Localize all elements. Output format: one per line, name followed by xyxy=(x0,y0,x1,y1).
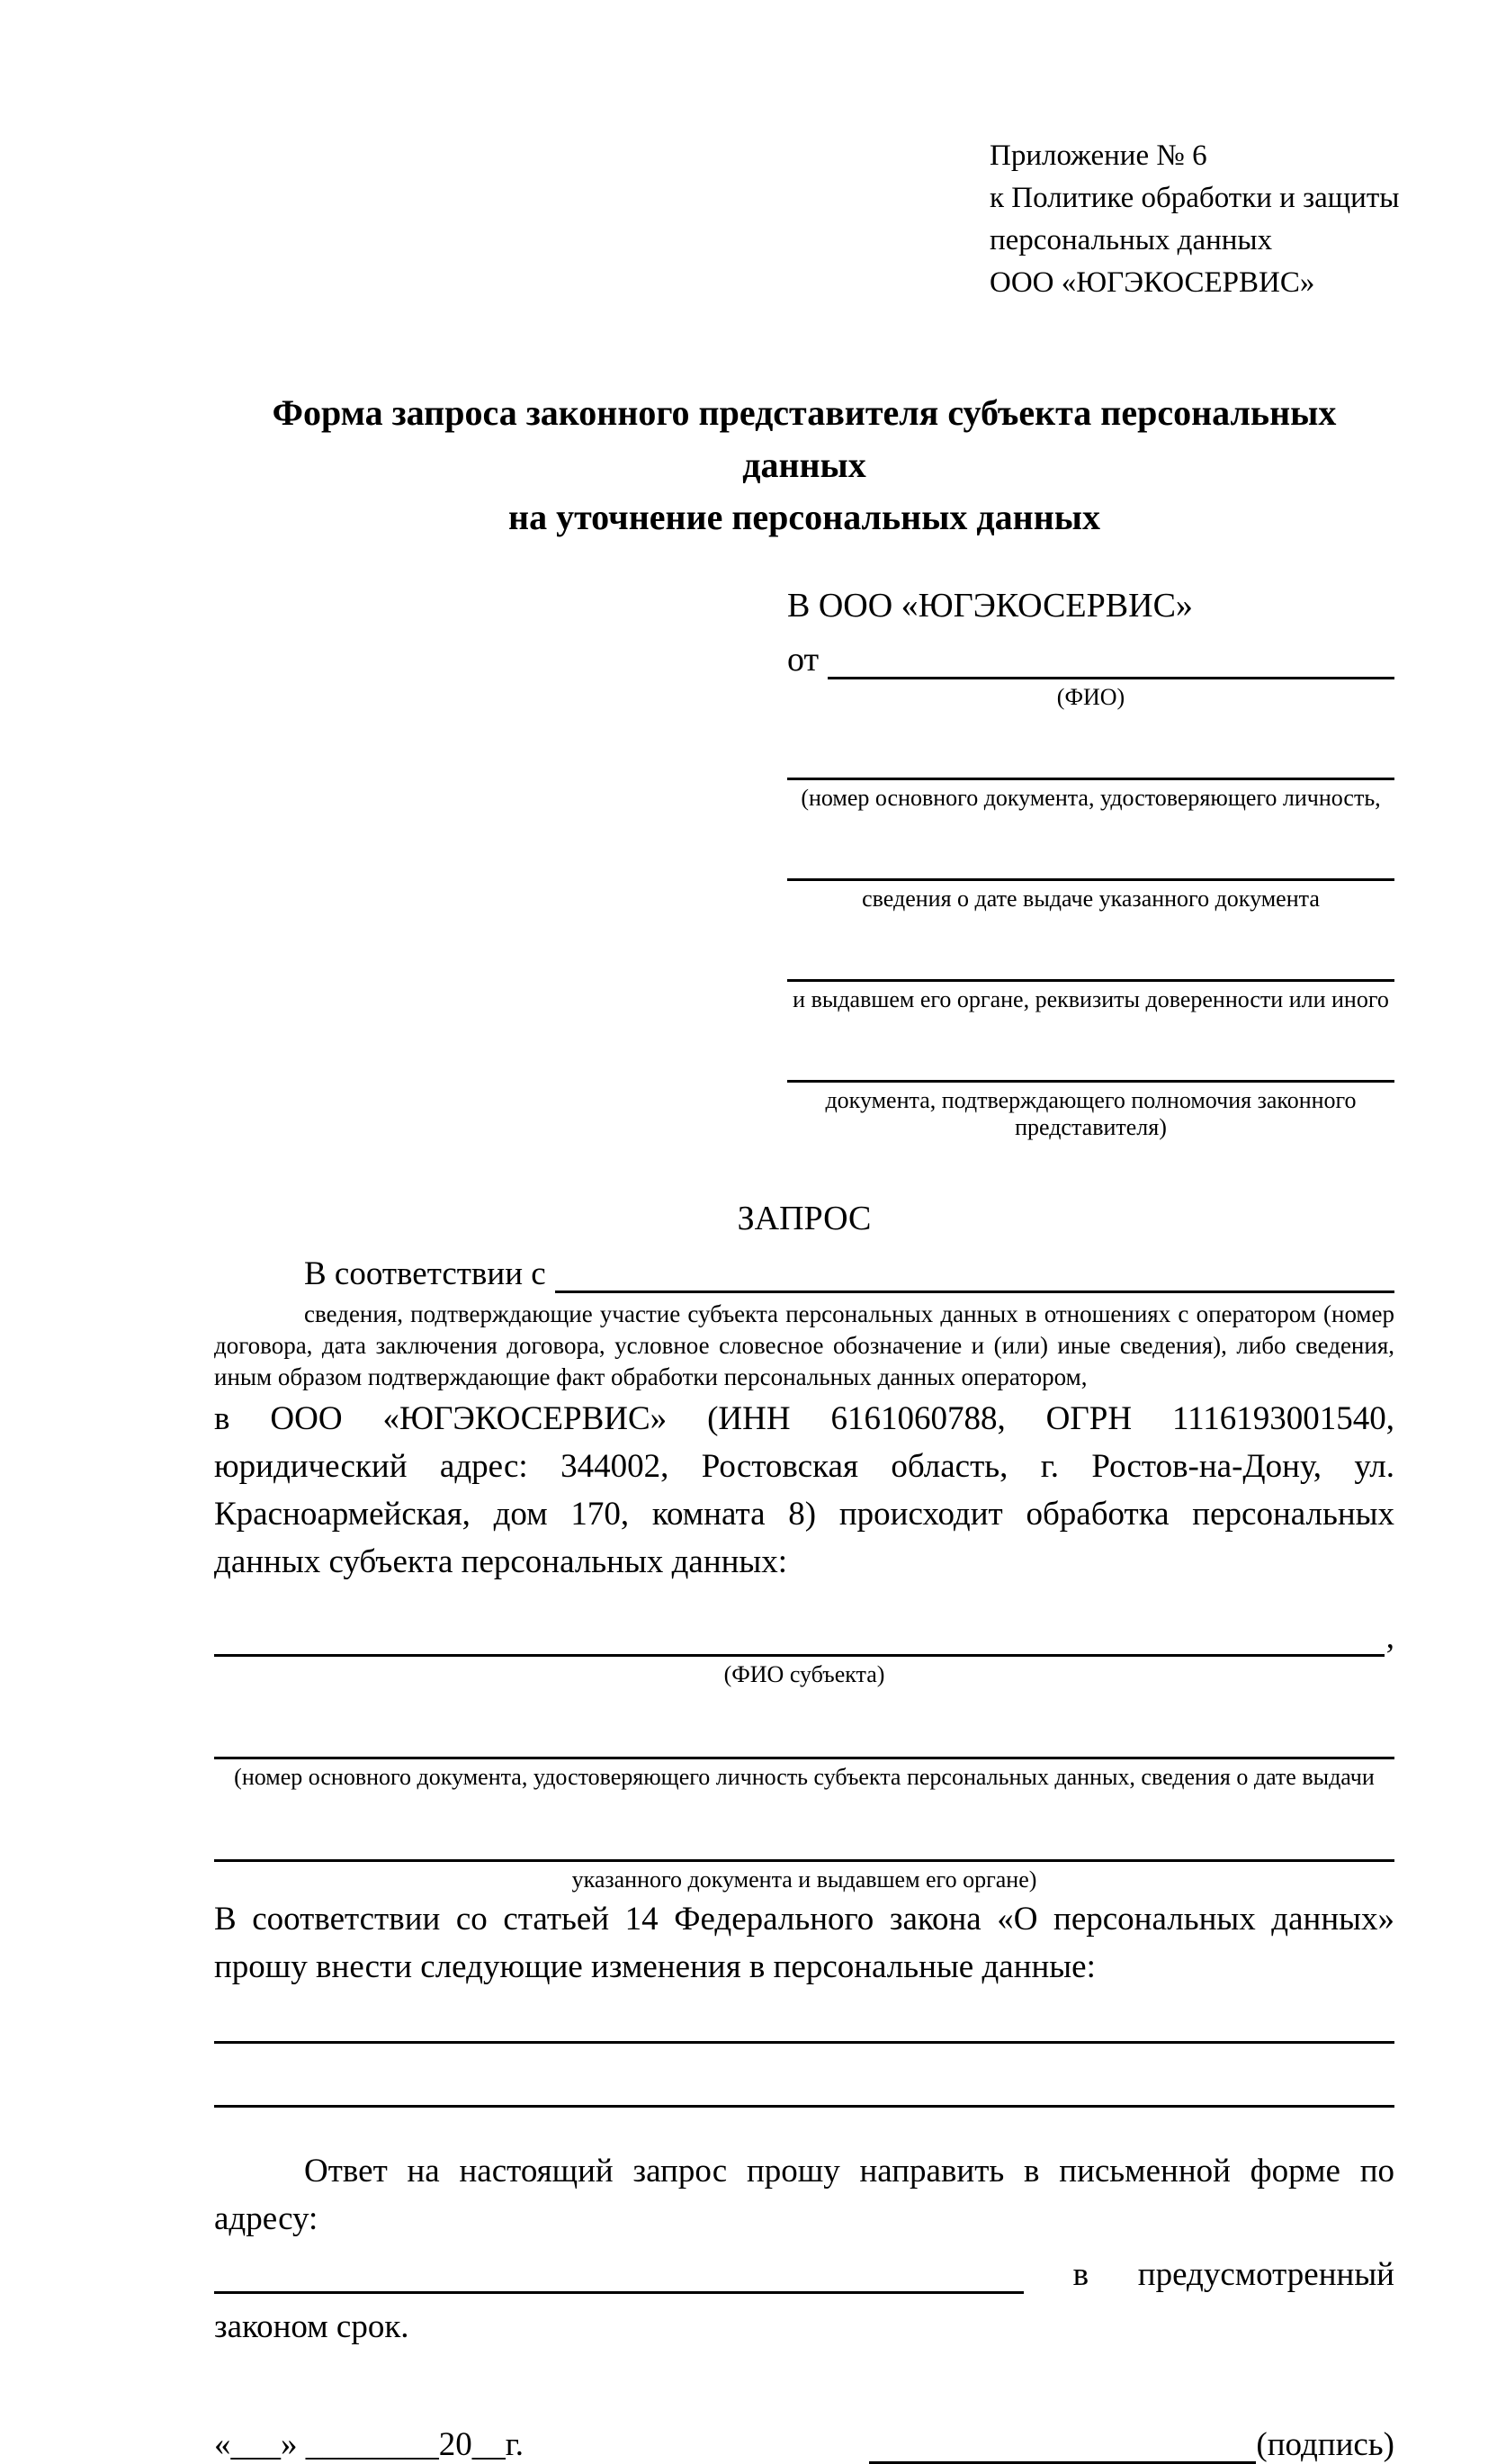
changes-blank-line xyxy=(214,2041,1394,2044)
representative-doc-caption: (номер основного документа, удостоверяющего личность, xyxy=(801,785,1381,811)
intro-label: В соответствии с xyxy=(304,1255,546,1292)
annex-line: персональных данных xyxy=(990,224,1273,256)
from-blank-line xyxy=(828,637,1394,679)
answer-closing: законом срок. xyxy=(214,2308,409,2345)
subject-doc-caption: (номер основного документа, удостоверяющего личность субъекта персональных данных, сведения о дате выдачи xyxy=(234,1764,1375,1790)
from-label: от xyxy=(787,641,820,679)
answer-paragraph: Ответ на настоящий запрос прошу направить в письменной форме по адресу: xyxy=(214,2153,1394,2237)
operator-paragraph: в ООО «ЮГЭКОСЕРВИС» (ИНН 6161060788, ОГРН 1116193001540, юридический адрес: 344002, Ростовская область, г. Ростов-на-Дону, ул. Красноармейская, дом 170, комната 8) происходит обработка персональных данных субъекта персональных данных: xyxy=(214,1400,1394,1580)
fio-caption: (ФИО) xyxy=(1056,684,1125,710)
subject-doc-caption: указанного документа и выдавшем его органе) xyxy=(571,1866,1037,1893)
subject-fio-blank-line xyxy=(214,1614,1385,1657)
subject-doc-blank-line xyxy=(214,1818,1394,1862)
subject-fio-field xyxy=(214,1614,1394,1657)
document-title-line: Форма запроса законного представителя субъекта персональных данных xyxy=(272,392,1337,485)
representative-doc-blank-line xyxy=(787,1039,1394,1083)
from-field xyxy=(787,637,1394,679)
annex-line: ООО «ЮГЭКОСЕРВИС» xyxy=(990,266,1315,299)
document-title-line: на уточнение персональных данных xyxy=(508,497,1100,537)
subject-doc-blank-line xyxy=(214,1715,1394,1759)
intro-field xyxy=(214,1253,1394,1293)
addressee-block xyxy=(787,583,1394,1141)
representative-doc-blank-line xyxy=(787,837,1394,881)
document-title xyxy=(214,387,1394,544)
changes-blank-line xyxy=(214,2105,1394,2108)
intro-blank-line xyxy=(555,1253,1394,1293)
signature-blank-line xyxy=(869,2425,1256,2464)
answer-address-field xyxy=(214,2255,1394,2294)
representative-doc-blank-line xyxy=(787,736,1394,780)
answer-word: в xyxy=(1072,2256,1089,2293)
date-signature-row xyxy=(214,2425,1394,2464)
annex-line: Приложение № 6 xyxy=(990,139,1207,172)
signature-field xyxy=(869,2425,1394,2464)
annex-line: к Политике обработки и защиты xyxy=(990,182,1400,214)
representative-doc-caption: и выдавшем его органе, реквизиты доверенности или иного xyxy=(793,986,1389,1012)
representative-doc-caption: сведения о дате выдаче указанного документа xyxy=(862,886,1320,912)
intro-footnote: сведения, подтверждающие участие субъекта персональных данных в отношениях с оператором (номер договора, дата заключения договора, условное словесное обозначение и (или) иные сведения), либо сведения, иным образом подтверждающие факт обработки персональных данных оператором, xyxy=(214,1300,1394,1390)
date-blank: «___» ________20__г. xyxy=(214,2426,524,2463)
addressee-organization: В ООО «ЮГЭКОСЕРВИС» xyxy=(787,587,1193,625)
request-heading: ЗАПРОС xyxy=(737,1200,872,1237)
answer-word: предусмотренный xyxy=(1137,2256,1394,2293)
signature-caption: (подпись) xyxy=(1256,2426,1394,2463)
answer-address-blank-line xyxy=(214,2255,1024,2294)
representative-doc-blank-line xyxy=(787,938,1394,982)
representative-doc-caption: документа, подтверждающего полномочия законного представителя) xyxy=(825,1087,1357,1140)
subject-fio-caption: (ФИО субъекта) xyxy=(723,1661,885,1687)
law-paragraph: В соответствии со статьей 14 Федерального закона «О персональных данных» прошу внести следующие изменения в персональные данные: xyxy=(214,1901,1394,1985)
annex-block xyxy=(990,135,1400,304)
subject-fio-comma: , xyxy=(1385,1619,1394,1656)
